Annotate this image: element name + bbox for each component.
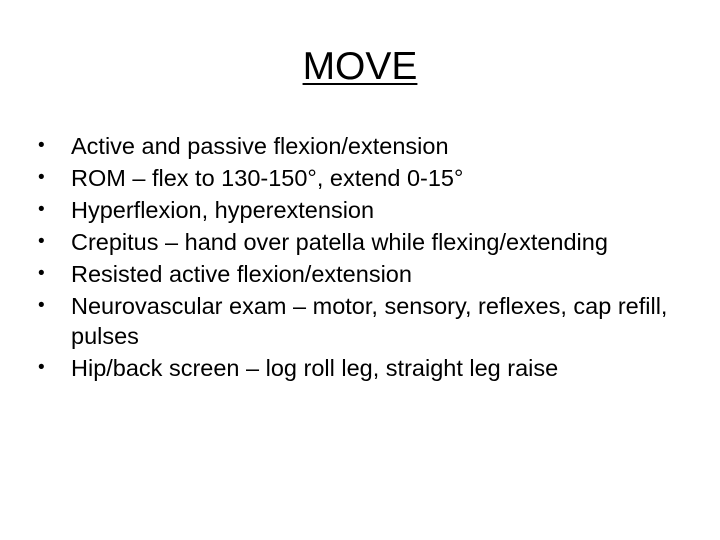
bullet-icon: • — [38, 199, 45, 220]
list-item — [38, 131, 688, 161]
bullet-icon: • — [38, 295, 45, 316]
bullet-icon: • — [38, 135, 45, 156]
bullet-text: Neurovascular exam – motor, sensory, reflexes, cap refill, pulses — [71, 293, 668, 349]
slide-title: MOVE — [302, 45, 418, 88]
bullet-text: Resisted active flexion/extension — [71, 261, 412, 287]
bullet-icon: • — [38, 231, 45, 252]
bullet-list — [38, 131, 688, 385]
list-item — [38, 353, 688, 383]
bullet-text: ROM – flex to 130-150°, extend 0-15° — [71, 165, 464, 191]
list-item — [38, 259, 688, 289]
bullet-text: Hip/back screen – log roll leg, straight leg raise — [71, 355, 559, 381]
bullet-text: Crepitus – hand over patella while flexing/extending — [71, 229, 608, 255]
list-item — [38, 227, 688, 257]
bullet-icon: • — [38, 357, 45, 378]
list-item — [38, 195, 688, 225]
bullet-text: Active and passive flexion/extension — [71, 133, 449, 159]
bullet-text: Hyperflexion, hyperextension — [71, 197, 375, 223]
bullet-icon: • — [38, 263, 45, 284]
list-item — [38, 291, 688, 351]
bullet-icon: • — [38, 167, 45, 188]
list-item — [38, 163, 688, 193]
